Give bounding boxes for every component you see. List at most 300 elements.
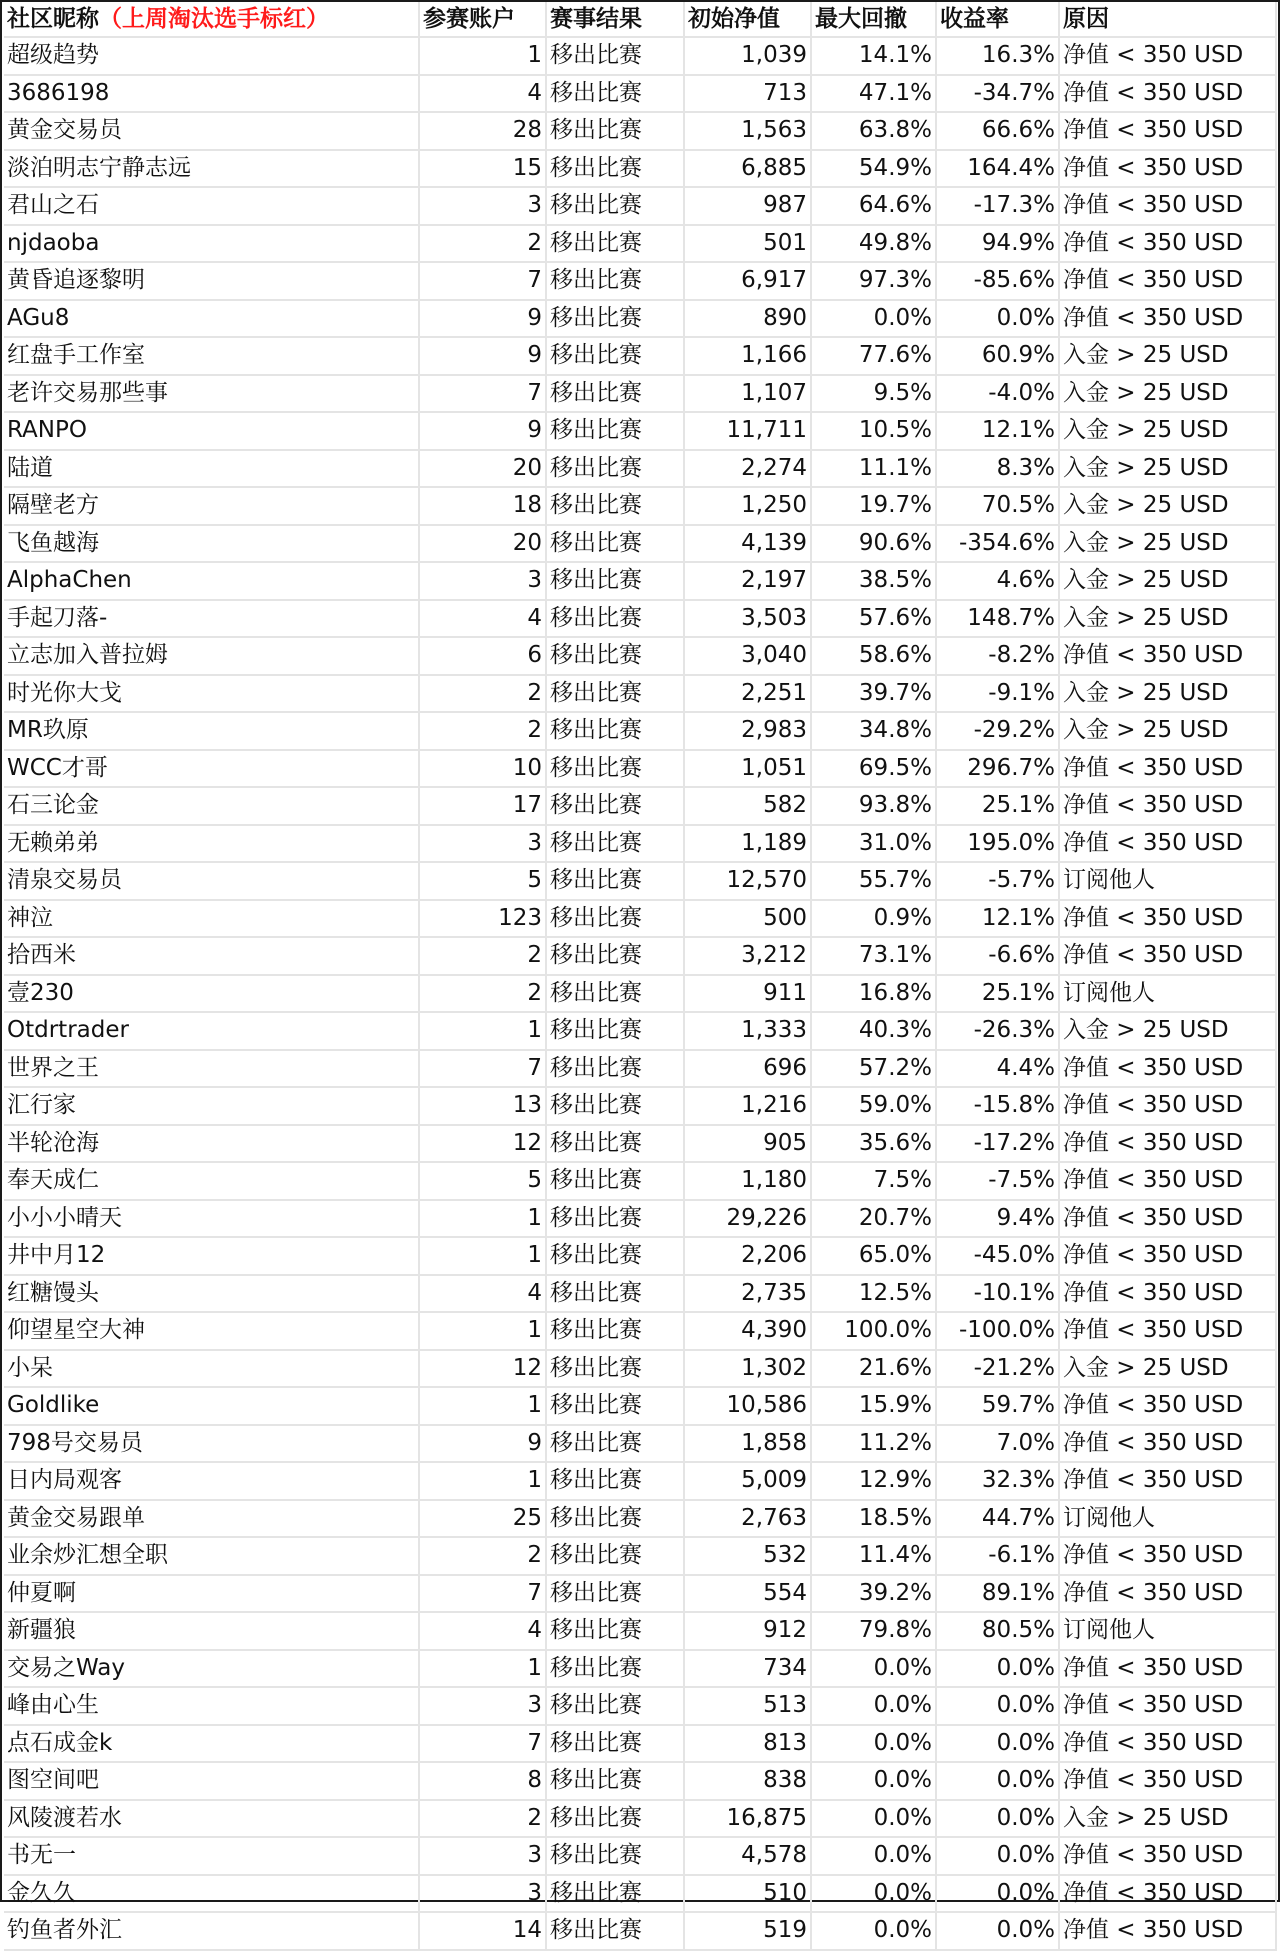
- table-row: [4, 1800, 1276, 1838]
- cell-return-rate: 4.6%: [936, 562, 1059, 600]
- cell-name: 3686198: [4, 75, 419, 113]
- header-name-note: （上周淘汰选手标红）: [99, 5, 329, 32]
- table-row: [4, 1912, 1276, 1950]
- cell-return-rate: 0.0%: [936, 1875, 1059, 1913]
- cell-result: 移出比赛: [546, 1650, 684, 1688]
- cell-initial-equity: 513: [684, 1687, 811, 1725]
- cell-name: 飞鱼越海: [4, 525, 419, 563]
- cell-return-rate: 16.3%: [936, 37, 1059, 75]
- cell-max-drawdown: 14.1%: [811, 37, 936, 75]
- cell-max-drawdown: 34.8%: [811, 712, 936, 750]
- cell-initial-equity: 3,040: [684, 637, 811, 675]
- table-row: [4, 1875, 1276, 1913]
- cell-return-rate: 0.0%: [936, 1800, 1059, 1838]
- cell-reason: 净值 < 350 USD: [1059, 1687, 1276, 1725]
- cell-return-rate: 195.0%: [936, 825, 1059, 863]
- cell-max-drawdown: 0.9%: [811, 900, 936, 938]
- cell-result: 移出比赛: [546, 1462, 684, 1500]
- cell-name: 隔壁老方: [4, 487, 419, 525]
- cell-max-drawdown: 79.8%: [811, 1612, 936, 1650]
- cell-result: 移出比赛: [546, 1762, 684, 1800]
- cell-return-rate: 0.0%: [936, 1725, 1059, 1763]
- cell-reason: 净值 < 350 USD: [1059, 1912, 1276, 1950]
- cell-initial-equity: 813: [684, 1725, 811, 1763]
- cell-result: 移出比赛: [546, 300, 684, 338]
- cell-result: 移出比赛: [546, 150, 684, 188]
- cell-result: 移出比赛: [546, 1387, 684, 1425]
- cell-initial-equity: 6,885: [684, 150, 811, 188]
- cell-reason: 净值 < 350 USD: [1059, 1162, 1276, 1200]
- cell-reason: 入金 > 25 USD: [1059, 450, 1276, 488]
- cell-accounts: 20: [419, 525, 546, 563]
- cell-result: 移出比赛: [546, 75, 684, 113]
- cell-accounts: 12: [419, 1350, 546, 1388]
- cell-result: 移出比赛: [546, 1200, 684, 1238]
- cell-accounts: 7: [419, 262, 546, 300]
- cell-accounts: 4: [419, 1275, 546, 1313]
- cell-name: 陆道: [4, 450, 419, 488]
- cell-reason: 净值 < 350 USD: [1059, 1837, 1276, 1875]
- cell-name: MR玖原: [4, 712, 419, 750]
- cell-reason: 净值 < 350 USD: [1059, 187, 1276, 225]
- table-row: [4, 525, 1276, 563]
- table-row: [4, 1650, 1276, 1688]
- cell-initial-equity: 838: [684, 1762, 811, 1800]
- cell-accounts: 2: [419, 975, 546, 1013]
- cell-initial-equity: 905: [684, 1125, 811, 1163]
- cell-reason: 净值 < 350 USD: [1059, 1387, 1276, 1425]
- cell-initial-equity: 987: [684, 187, 811, 225]
- cell-max-drawdown: 63.8%: [811, 112, 936, 150]
- cell-initial-equity: 500: [684, 900, 811, 938]
- cell-accounts: 5: [419, 1162, 546, 1200]
- cell-reason: 入金 > 25 USD: [1059, 375, 1276, 413]
- header-return-rate: 收益率: [936, 2, 1059, 37]
- cell-result: 移出比赛: [546, 937, 684, 975]
- cell-result: 移出比赛: [546, 600, 684, 638]
- cell-name: 钓鱼者外汇: [4, 1912, 419, 1950]
- cell-initial-equity: 2,763: [684, 1500, 811, 1538]
- cell-accounts: 3: [419, 825, 546, 863]
- cell-reason: 入金 > 25 USD: [1059, 562, 1276, 600]
- cell-initial-equity: 1,180: [684, 1162, 811, 1200]
- cell-result: 移出比赛: [546, 900, 684, 938]
- cell-accounts: 9: [419, 1425, 546, 1463]
- table-row: [4, 1312, 1276, 1350]
- cell-max-drawdown: 0.0%: [811, 1762, 936, 1800]
- cell-return-rate: -8.2%: [936, 637, 1059, 675]
- cell-reason: 净值 < 350 USD: [1059, 825, 1276, 863]
- cell-return-rate: 66.6%: [936, 112, 1059, 150]
- cell-result: 移出比赛: [546, 637, 684, 675]
- cell-result: 移出比赛: [546, 675, 684, 713]
- cell-initial-equity: 1,039: [684, 37, 811, 75]
- table-row: [4, 787, 1276, 825]
- header-accounts: 参赛账户: [419, 2, 546, 37]
- cell-accounts: 10: [419, 750, 546, 788]
- header-result: 赛事结果: [546, 2, 684, 37]
- cell-name: 立志加入普拉姆: [4, 637, 419, 675]
- cell-reason: 净值 < 350 USD: [1059, 150, 1276, 188]
- cell-name: 小呆: [4, 1350, 419, 1388]
- table-row: [4, 412, 1276, 450]
- cell-result: 移出比赛: [546, 1687, 684, 1725]
- cell-accounts: 2: [419, 712, 546, 750]
- table-row: [4, 75, 1276, 113]
- cell-accounts: 1: [419, 1462, 546, 1500]
- cell-return-rate: -17.3%: [936, 187, 1059, 225]
- table-row: [4, 1500, 1276, 1538]
- cell-return-rate: -17.2%: [936, 1125, 1059, 1163]
- cell-return-rate: 7.0%: [936, 1425, 1059, 1463]
- table-row: [4, 337, 1276, 375]
- cell-reason: 净值 < 350 USD: [1059, 1762, 1276, 1800]
- cell-max-drawdown: 19.7%: [811, 487, 936, 525]
- table-row: [4, 1837, 1276, 1875]
- cell-return-rate: 148.7%: [936, 600, 1059, 638]
- cell-initial-equity: 696: [684, 1050, 811, 1088]
- cell-result: 移出比赛: [546, 1425, 684, 1463]
- cell-return-rate: -9.1%: [936, 675, 1059, 713]
- cell-return-rate: 0.0%: [936, 1650, 1059, 1688]
- elimination-table: [4, 2, 1277, 1951]
- table-row: [4, 1162, 1276, 1200]
- cell-max-drawdown: 73.1%: [811, 937, 936, 975]
- cell-return-rate: 70.5%: [936, 487, 1059, 525]
- cell-return-rate: -26.3%: [936, 1012, 1059, 1050]
- cell-initial-equity: 1,216: [684, 1087, 811, 1125]
- cell-result: 移出比赛: [546, 1162, 684, 1200]
- cell-accounts: 7: [419, 1725, 546, 1763]
- cell-name: 石三论金: [4, 787, 419, 825]
- cell-result: 移出比赛: [546, 1725, 684, 1763]
- cell-result: 移出比赛: [546, 1537, 684, 1575]
- cell-result: 移出比赛: [546, 37, 684, 75]
- cell-return-rate: 32.3%: [936, 1462, 1059, 1500]
- cell-name: 黄金交易员: [4, 112, 419, 150]
- cell-reason: 净值 < 350 USD: [1059, 1725, 1276, 1763]
- cell-initial-equity: 4,578: [684, 1837, 811, 1875]
- cell-result: 移出比赛: [546, 412, 684, 450]
- table-row: [4, 1350, 1276, 1388]
- cell-return-rate: 296.7%: [936, 750, 1059, 788]
- table-row: [4, 300, 1276, 338]
- cell-accounts: 4: [419, 600, 546, 638]
- cell-name: 峰由心生: [4, 1687, 419, 1725]
- header-max-drawdown: 最大回撤: [811, 2, 936, 37]
- cell-max-drawdown: 9.5%: [811, 375, 936, 413]
- cell-result: 移出比赛: [546, 375, 684, 413]
- cell-initial-equity: 5,009: [684, 1462, 811, 1500]
- cell-name: 新疆狼: [4, 1612, 419, 1650]
- cell-result: 移出比赛: [546, 1275, 684, 1313]
- cell-name: 点石成金k: [4, 1725, 419, 1763]
- cell-max-drawdown: 77.6%: [811, 337, 936, 375]
- cell-return-rate: -6.1%: [936, 1537, 1059, 1575]
- cell-accounts: 8: [419, 1762, 546, 1800]
- cell-reason: 净值 < 350 USD: [1059, 75, 1276, 113]
- cell-return-rate: -7.5%: [936, 1162, 1059, 1200]
- cell-return-rate: 44.7%: [936, 1500, 1059, 1538]
- cell-name: 汇行家: [4, 1087, 419, 1125]
- cell-name: Otdrtrader: [4, 1012, 419, 1050]
- table-row: [4, 375, 1276, 413]
- cell-reason: 订阅他人: [1059, 1612, 1276, 1650]
- cell-reason: 净值 < 350 USD: [1059, 900, 1276, 938]
- cell-reason: 入金 > 25 USD: [1059, 1800, 1276, 1838]
- cell-initial-equity: 2,206: [684, 1237, 811, 1275]
- cell-return-rate: 59.7%: [936, 1387, 1059, 1425]
- cell-reason: 净值 < 350 USD: [1059, 225, 1276, 263]
- table-body: [4, 37, 1276, 1950]
- cell-max-drawdown: 49.8%: [811, 225, 936, 263]
- cell-max-drawdown: 93.8%: [811, 787, 936, 825]
- cell-name: 风陵渡若水: [4, 1800, 419, 1838]
- cell-reason: 净值 < 350 USD: [1059, 1575, 1276, 1613]
- cell-name: 日内局观客: [4, 1462, 419, 1500]
- cell-max-drawdown: 18.5%: [811, 1500, 936, 1538]
- cell-max-drawdown: 40.3%: [811, 1012, 936, 1050]
- cell-initial-equity: 510: [684, 1875, 811, 1913]
- cell-name: 书无一: [4, 1837, 419, 1875]
- cell-accounts: 17: [419, 787, 546, 825]
- cell-result: 移出比赛: [546, 1800, 684, 1838]
- cell-reason: 净值 < 350 USD: [1059, 1537, 1276, 1575]
- cell-return-rate: 94.9%: [936, 225, 1059, 263]
- cell-return-rate: -6.6%: [936, 937, 1059, 975]
- cell-accounts: 14: [419, 1912, 546, 1950]
- table-row: [4, 262, 1276, 300]
- table-row: [4, 1387, 1276, 1425]
- cell-accounts: 1: [419, 1312, 546, 1350]
- cell-accounts: 18: [419, 487, 546, 525]
- header-name: [4, 2, 419, 37]
- cell-name: 仰望星空大神: [4, 1312, 419, 1350]
- cell-return-rate: 4.4%: [936, 1050, 1059, 1088]
- table-row: [4, 1537, 1276, 1575]
- table-row: [4, 712, 1276, 750]
- cell-accounts: 6: [419, 637, 546, 675]
- cell-return-rate: -45.0%: [936, 1237, 1059, 1275]
- cell-accounts: 2: [419, 225, 546, 263]
- table-row: [4, 1012, 1276, 1050]
- cell-accounts: 1: [419, 1387, 546, 1425]
- cell-accounts: 2: [419, 937, 546, 975]
- cell-initial-equity: 2,274: [684, 450, 811, 488]
- cell-return-rate: 0.0%: [936, 1687, 1059, 1725]
- cell-result: 移出比赛: [546, 1050, 684, 1088]
- cell-accounts: 9: [419, 300, 546, 338]
- cell-name: 手起刀落-: [4, 600, 419, 638]
- table-row: [4, 750, 1276, 788]
- cell-accounts: 3: [419, 562, 546, 600]
- cell-result: 移出比赛: [546, 1875, 684, 1913]
- cell-accounts: 3: [419, 1837, 546, 1875]
- table-row: [4, 112, 1276, 150]
- header-initial-equity: 初始净值: [684, 2, 811, 37]
- cell-return-rate: 0.0%: [936, 1912, 1059, 1950]
- cell-result: 移出比赛: [546, 1912, 684, 1950]
- cell-initial-equity: 1,107: [684, 375, 811, 413]
- cell-accounts: 1: [419, 1200, 546, 1238]
- cell-initial-equity: 911: [684, 975, 811, 1013]
- cell-accounts: 5: [419, 862, 546, 900]
- table-row: [4, 900, 1276, 938]
- cell-reason: 净值 < 350 USD: [1059, 1087, 1276, 1125]
- cell-return-rate: -85.6%: [936, 262, 1059, 300]
- cell-max-drawdown: 0.0%: [811, 1650, 936, 1688]
- cell-max-drawdown: 21.6%: [811, 1350, 936, 1388]
- cell-accounts: 4: [419, 1612, 546, 1650]
- cell-initial-equity: 890: [684, 300, 811, 338]
- cell-initial-equity: 1,051: [684, 750, 811, 788]
- cell-max-drawdown: 12.5%: [811, 1275, 936, 1313]
- cell-name: 无赖弟弟: [4, 825, 419, 863]
- cell-result: 移出比赛: [546, 1837, 684, 1875]
- cell-accounts: 2: [419, 675, 546, 713]
- cell-name: 798号交易员: [4, 1425, 419, 1463]
- cell-name: AGu8: [4, 300, 419, 338]
- cell-max-drawdown: 16.8%: [811, 975, 936, 1013]
- table-row: [4, 1425, 1276, 1463]
- cell-result: 移出比赛: [546, 262, 684, 300]
- cell-reason: 入金 > 25 USD: [1059, 675, 1276, 713]
- cell-max-drawdown: 54.9%: [811, 150, 936, 188]
- cell-accounts: 3: [419, 187, 546, 225]
- cell-name: RANPO: [4, 412, 419, 450]
- cell-reason: 净值 < 350 USD: [1059, 1425, 1276, 1463]
- table-row: [4, 1762, 1276, 1800]
- cell-max-drawdown: 0.0%: [811, 1837, 936, 1875]
- cell-return-rate: 60.9%: [936, 337, 1059, 375]
- table-row: [4, 1575, 1276, 1613]
- cell-return-rate: -5.7%: [936, 862, 1059, 900]
- cell-name: 仲夏啊: [4, 1575, 419, 1613]
- cell-reason: 净值 < 350 USD: [1059, 750, 1276, 788]
- cell-max-drawdown: 100.0%: [811, 1312, 936, 1350]
- cell-initial-equity: 1,302: [684, 1350, 811, 1388]
- cell-reason: 订阅他人: [1059, 862, 1276, 900]
- cell-reason: 入金 > 25 USD: [1059, 412, 1276, 450]
- cell-reason: 净值 < 350 USD: [1059, 1462, 1276, 1500]
- table-row: [4, 1050, 1276, 1088]
- cell-accounts: 123: [419, 900, 546, 938]
- cell-reason: 净值 < 350 USD: [1059, 262, 1276, 300]
- cell-accounts: 9: [419, 337, 546, 375]
- cell-result: 移出比赛: [546, 1500, 684, 1538]
- cell-max-drawdown: 11.2%: [811, 1425, 936, 1463]
- cell-initial-equity: 501: [684, 225, 811, 263]
- cell-name: 图空间吧: [4, 1762, 419, 1800]
- cell-result: 移出比赛: [546, 1612, 684, 1650]
- cell-result: 移出比赛: [546, 750, 684, 788]
- cell-max-drawdown: 7.5%: [811, 1162, 936, 1200]
- cell-name: Goldlike: [4, 1387, 419, 1425]
- cell-return-rate: -4.0%: [936, 375, 1059, 413]
- cell-reason: 净值 < 350 USD: [1059, 300, 1276, 338]
- cell-initial-equity: 734: [684, 1650, 811, 1688]
- cell-accounts: 4: [419, 75, 546, 113]
- cell-result: 移出比赛: [546, 1237, 684, 1275]
- cell-initial-equity: 10,586: [684, 1387, 811, 1425]
- cell-initial-equity: 1,166: [684, 337, 811, 375]
- cell-initial-equity: 11,711: [684, 412, 811, 450]
- table-row: [4, 637, 1276, 675]
- header-reason: 原因: [1059, 2, 1276, 37]
- cell-return-rate: -15.8%: [936, 1087, 1059, 1125]
- cell-max-drawdown: 11.1%: [811, 450, 936, 488]
- cell-return-rate: -21.2%: [936, 1350, 1059, 1388]
- table-row: [4, 975, 1276, 1013]
- cell-initial-equity: 582: [684, 787, 811, 825]
- cell-max-drawdown: 0.0%: [811, 1725, 936, 1763]
- cell-accounts: 7: [419, 1575, 546, 1613]
- cell-reason: 入金 > 25 USD: [1059, 487, 1276, 525]
- cell-return-rate: 25.1%: [936, 975, 1059, 1013]
- cell-name: njdaoba: [4, 225, 419, 263]
- cell-max-drawdown: 0.0%: [811, 1912, 936, 1950]
- cell-return-rate: 9.4%: [936, 1200, 1059, 1238]
- cell-initial-equity: 12,570: [684, 862, 811, 900]
- cell-result: 移出比赛: [546, 1125, 684, 1163]
- cell-name: 黄昏追逐黎明: [4, 262, 419, 300]
- cell-name: 交易之Way: [4, 1650, 419, 1688]
- cell-initial-equity: 554: [684, 1575, 811, 1613]
- cell-accounts: 28: [419, 112, 546, 150]
- cell-reason: 入金 > 25 USD: [1059, 1350, 1276, 1388]
- cell-name: 壹230: [4, 975, 419, 1013]
- table-row: [4, 1125, 1276, 1163]
- cell-max-drawdown: 55.7%: [811, 862, 936, 900]
- cell-return-rate: -100.0%: [936, 1312, 1059, 1350]
- cell-result: 移出比赛: [546, 787, 684, 825]
- cell-name: 时光你大戈: [4, 675, 419, 713]
- cell-return-rate: 89.1%: [936, 1575, 1059, 1613]
- cell-reason: 净值 < 350 USD: [1059, 637, 1276, 675]
- cell-name: 红糖馒头: [4, 1275, 419, 1313]
- cell-max-drawdown: 39.7%: [811, 675, 936, 713]
- cell-name: WCC才哥: [4, 750, 419, 788]
- table-row: [4, 150, 1276, 188]
- cell-reason: 净值 < 350 USD: [1059, 1312, 1276, 1350]
- cell-accounts: 20: [419, 450, 546, 488]
- cell-max-drawdown: 0.0%: [811, 1687, 936, 1725]
- cell-max-drawdown: 12.9%: [811, 1462, 936, 1500]
- cell-reason: 净值 < 350 USD: [1059, 787, 1276, 825]
- cell-max-drawdown: 69.5%: [811, 750, 936, 788]
- cell-accounts: 9: [419, 412, 546, 450]
- cell-initial-equity: 4,390: [684, 1312, 811, 1350]
- table-row: [4, 487, 1276, 525]
- cell-max-drawdown: 39.2%: [811, 1575, 936, 1613]
- cell-return-rate: 8.3%: [936, 450, 1059, 488]
- cell-result: 移出比赛: [546, 1012, 684, 1050]
- cell-max-drawdown: 90.6%: [811, 525, 936, 563]
- cell-result: 移出比赛: [546, 337, 684, 375]
- cell-return-rate: -10.1%: [936, 1275, 1059, 1313]
- cell-reason: 入金 > 25 USD: [1059, 1012, 1276, 1050]
- table-row: [4, 1087, 1276, 1125]
- cell-max-drawdown: 15.9%: [811, 1387, 936, 1425]
- cell-accounts: 12: [419, 1125, 546, 1163]
- table-row: [4, 862, 1276, 900]
- cell-max-drawdown: 35.6%: [811, 1125, 936, 1163]
- table-row: [4, 1200, 1276, 1238]
- cell-name: 老许交易那些事: [4, 375, 419, 413]
- cell-reason: 订阅他人: [1059, 975, 1276, 1013]
- cell-initial-equity: 1,858: [684, 1425, 811, 1463]
- cell-initial-equity: 16,875: [684, 1800, 811, 1838]
